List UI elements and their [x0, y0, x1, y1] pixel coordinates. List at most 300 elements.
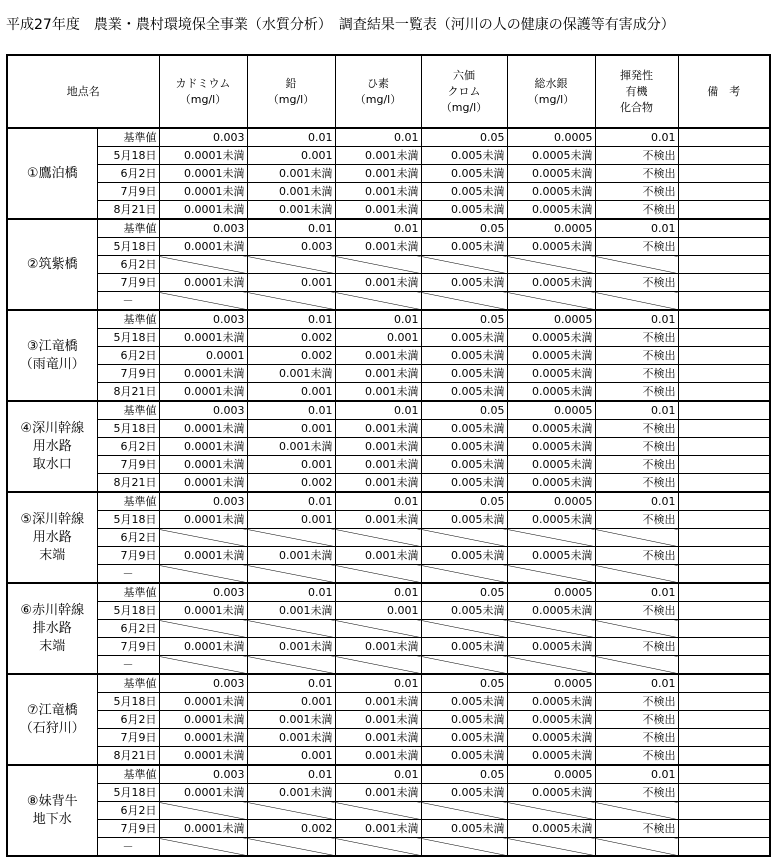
note-cell [678, 365, 770, 383]
value-hg: 0.0005未満 [507, 438, 595, 456]
table-row [7, 292, 770, 311]
value-cd: 0.0001未満 [159, 638, 247, 656]
page-title: 平成27年度 農業・農村環境保全事業（水質分析） 調査結果一覧表（河川の人の健康の保護等有害成分） [6, 17, 675, 33]
table-row [7, 238, 770, 256]
site-group [7, 765, 770, 856]
value-pb: 0.001未満 [247, 165, 335, 183]
not-measured-cell [507, 256, 595, 274]
value-voc: 0.01 [595, 674, 678, 693]
not-measured-cell [595, 529, 678, 547]
value-cd: 0.0001未満 [159, 474, 247, 493]
value-as: 0.001未満 [335, 165, 421, 183]
sample-date: 8月21日 [97, 201, 159, 220]
note-cell [678, 838, 770, 857]
sample-date: 7月9日 [97, 456, 159, 474]
not-measured-cell [247, 620, 335, 638]
note-cell [678, 674, 770, 693]
value-cr: 0.05 [421, 219, 507, 238]
value-as: 0.001未満 [335, 547, 421, 565]
value-pb: 0.001 [247, 383, 335, 402]
site-name-line: ⑧妹背牛 [26, 793, 78, 809]
site-name-line: 末端 [39, 547, 66, 563]
value-cd: 0.0001未満 [159, 438, 247, 456]
value-cr: 0.005未満 [421, 438, 507, 456]
header-voc-line3: 化合物 [620, 100, 653, 114]
sample-date: 6月2日 [97, 620, 159, 638]
value-hg: 0.0005 [507, 128, 595, 147]
header-arsenic [335, 55, 421, 128]
value-pb: 0.01 [247, 674, 335, 693]
value-as: 0.001未満 [335, 747, 421, 766]
value-pb: 0.01 [247, 583, 335, 602]
sample-date: － [97, 292, 159, 311]
table-row [7, 820, 770, 838]
not-measured-cell [421, 656, 507, 675]
value-hg: 0.0005未満 [507, 274, 595, 292]
not-measured-cell [421, 620, 507, 638]
table-row [7, 656, 770, 675]
value-as: 0.001未満 [335, 438, 421, 456]
value-voc: 0.01 [595, 310, 678, 329]
value-voc: 0.01 [595, 219, 678, 238]
site-name-line: ⑥赤川幹線 [20, 602, 85, 618]
value-as: 0.001未満 [335, 238, 421, 256]
not-measured-cell [421, 292, 507, 311]
note-cell [678, 784, 770, 802]
value-hg: 0.0005未満 [507, 147, 595, 165]
not-measured-cell [595, 802, 678, 820]
site-name-line: （石狩川） [19, 720, 85, 736]
value-cd: 0.0001未満 [159, 511, 247, 529]
note-cell [678, 693, 770, 711]
header-chromium-unit: （mg/l） [440, 100, 488, 114]
value-cr: 0.005未満 [421, 747, 507, 766]
sample-date: 6月2日 [97, 347, 159, 365]
value-as: 0.001未満 [335, 729, 421, 747]
value-voc: 不検出 [595, 183, 678, 201]
not-measured-cell [507, 565, 595, 584]
value-voc: 不検出 [595, 201, 678, 220]
not-measured-cell [595, 565, 678, 584]
value-as: 0.01 [335, 219, 421, 238]
value-as: 0.001未満 [335, 456, 421, 474]
table-row [7, 420, 770, 438]
value-pb: 0.001 [247, 420, 335, 438]
value-cd: 0.003 [159, 401, 247, 420]
header-voc [595, 55, 678, 128]
value-pb: 0.01 [247, 310, 335, 329]
note-cell [678, 147, 770, 165]
note-cell [678, 201, 770, 220]
value-pb: 0.001未満 [247, 638, 335, 656]
value-voc: 不検出 [595, 638, 678, 656]
table-row [7, 256, 770, 274]
sample-date: 基準値 [97, 310, 159, 329]
sample-date: 7月9日 [97, 274, 159, 292]
value-cr: 0.05 [421, 765, 507, 784]
site-name [7, 219, 97, 310]
value-voc: 不検出 [595, 238, 678, 256]
value-hg: 0.0005未満 [507, 547, 595, 565]
not-measured-cell [247, 802, 335, 820]
note-cell [678, 456, 770, 474]
not-measured-cell [247, 565, 335, 584]
value-hg: 0.0005未満 [507, 474, 595, 493]
value-cr: 0.005未満 [421, 183, 507, 201]
note-cell [678, 492, 770, 511]
value-voc: 不検出 [595, 365, 678, 383]
value-voc: 不検出 [595, 729, 678, 747]
not-measured-cell [159, 529, 247, 547]
value-pb: 0.001未満 [247, 729, 335, 747]
sample-date: 5月18日 [97, 511, 159, 529]
header-cadmium-name: カドミウム [175, 76, 231, 90]
value-pb: 0.001 [247, 747, 335, 766]
value-pb: 0.002 [247, 347, 335, 365]
table-row [7, 711, 770, 729]
not-measured-cell [159, 292, 247, 311]
site-group [7, 310, 770, 401]
header-chromium-name1: 六価 [453, 68, 475, 82]
note-cell [678, 347, 770, 365]
sample-date: 6月2日 [97, 256, 159, 274]
note-cell [678, 128, 770, 147]
site-name-line: 用水路 [32, 438, 72, 454]
site-name-line: ⑤深川幹線 [20, 511, 85, 527]
value-pb: 0.001未満 [247, 547, 335, 565]
value-cd: 0.0001未満 [159, 456, 247, 474]
site-name-line: ⑦江竜橋 [26, 702, 78, 718]
value-cr: 0.005未満 [421, 329, 507, 347]
value-cd: 0.0001未満 [159, 747, 247, 766]
value-voc: 不検出 [595, 547, 678, 565]
site-name-line: 用水路 [32, 529, 72, 545]
value-voc: 不検出 [595, 784, 678, 802]
site-name-line: ④深川幹線 [20, 420, 85, 436]
table-row [7, 383, 770, 402]
sample-date: 6月2日 [97, 529, 159, 547]
sample-date: 5月18日 [97, 420, 159, 438]
table-row [7, 492, 770, 511]
value-voc: 0.01 [595, 128, 678, 147]
table-row [7, 747, 770, 766]
value-hg: 0.0005未満 [507, 383, 595, 402]
note-cell [678, 329, 770, 347]
table-row [7, 583, 770, 602]
note-cell [678, 656, 770, 675]
value-pb: 0.001未満 [247, 602, 335, 620]
value-voc: 不検出 [595, 147, 678, 165]
value-as: 0.001未満 [335, 693, 421, 711]
value-cr: 0.05 [421, 401, 507, 420]
value-hg: 0.0005未満 [507, 165, 595, 183]
value-pb: 0.001未満 [247, 183, 335, 201]
value-cd: 0.0001未満 [159, 238, 247, 256]
value-hg: 0.0005 [507, 219, 595, 238]
value-pb: 0.001 [247, 693, 335, 711]
sample-date: 8月21日 [97, 383, 159, 402]
value-voc: 不検出 [595, 693, 678, 711]
sample-date: 6月2日 [97, 438, 159, 456]
value-as: 0.001未満 [335, 711, 421, 729]
value-hg: 0.0005 [507, 583, 595, 602]
site-name-line: （雨竜川） [19, 356, 85, 372]
value-voc: 不検出 [595, 383, 678, 402]
sample-date: 7月9日 [97, 183, 159, 201]
sample-date: － [97, 656, 159, 675]
header-mercury-unit: （mg/l） [527, 92, 575, 106]
value-voc: 0.01 [595, 492, 678, 511]
value-as: 0.001未満 [335, 474, 421, 493]
sample-date: 5月18日 [97, 784, 159, 802]
value-pb: 0.001 [247, 456, 335, 474]
note-cell [678, 765, 770, 784]
value-pb: 0.002 [247, 820, 335, 838]
sample-date: 6月2日 [97, 711, 159, 729]
value-cd: 0.003 [159, 765, 247, 784]
value-cr: 0.005未満 [421, 511, 507, 529]
value-hg: 0.0005未満 [507, 638, 595, 656]
value-hg: 0.0005未満 [507, 365, 595, 383]
value-cd: 0.0001未満 [159, 365, 247, 383]
value-cd: 0.0001未満 [159, 420, 247, 438]
not-measured-cell [247, 256, 335, 274]
value-pb: 0.01 [247, 219, 335, 238]
table-row [7, 401, 770, 420]
note-cell [678, 420, 770, 438]
value-as: 0.01 [335, 583, 421, 602]
value-cr: 0.05 [421, 674, 507, 693]
sample-date: 5月18日 [97, 147, 159, 165]
sample-date: － [97, 838, 159, 857]
value-cd: 0.003 [159, 219, 247, 238]
value-hg: 0.0005未満 [507, 183, 595, 201]
value-cr: 0.005未満 [421, 547, 507, 565]
value-hg: 0.0005未満 [507, 711, 595, 729]
value-pb: 0.01 [247, 765, 335, 784]
value-as: 0.001 [335, 329, 421, 347]
value-pb: 0.001未満 [247, 784, 335, 802]
value-cd: 0.0001 [159, 347, 247, 365]
value-cr: 0.005未満 [421, 602, 507, 620]
value-cr: 0.005未満 [421, 365, 507, 383]
table-row [7, 438, 770, 456]
site-group [7, 583, 770, 674]
sample-date: 基準値 [97, 674, 159, 693]
table-row [7, 474, 770, 493]
site-name [7, 401, 97, 492]
value-cd: 0.0001未満 [159, 165, 247, 183]
sample-date: 基準値 [97, 401, 159, 420]
not-measured-cell [421, 838, 507, 857]
header-lead-name: 鉛 [285, 76, 297, 90]
header-arsenic-name: ひ素 [367, 76, 389, 90]
value-cd: 0.0001未満 [159, 711, 247, 729]
table-row [7, 165, 770, 183]
header-mercury [507, 55, 595, 128]
value-cd: 0.0001未満 [159, 147, 247, 165]
value-voc: 0.01 [595, 765, 678, 784]
value-cd: 0.0001未満 [159, 274, 247, 292]
value-cd: 0.003 [159, 128, 247, 147]
value-pb: 0.001未満 [247, 365, 335, 383]
note-cell [678, 802, 770, 820]
value-cr: 0.005未満 [421, 420, 507, 438]
value-hg: 0.0005 [507, 310, 595, 329]
header-cadmium [159, 55, 247, 128]
header-lead-unit: （mg/l） [267, 92, 315, 106]
value-hg: 0.0005未満 [507, 347, 595, 365]
table-row [7, 456, 770, 474]
value-pb: 0.001未満 [247, 711, 335, 729]
not-measured-cell [335, 802, 421, 820]
header-cadmium-unit: （mg/l） [179, 92, 227, 106]
sample-date: 8月21日 [97, 474, 159, 493]
site-group [7, 128, 770, 219]
header-chromium [421, 55, 507, 128]
value-cr: 0.005未満 [421, 693, 507, 711]
not-measured-cell [507, 292, 595, 311]
note-cell [678, 547, 770, 565]
value-hg: 0.0005未満 [507, 456, 595, 474]
value-cd: 0.0001未満 [159, 329, 247, 347]
sample-date: 5月18日 [97, 329, 159, 347]
value-as: 0.01 [335, 674, 421, 693]
header-site: 地点名 [7, 55, 159, 128]
value-hg: 0.0005 [507, 492, 595, 511]
value-cr: 0.005未満 [421, 201, 507, 220]
table-row [7, 638, 770, 656]
note-cell [678, 383, 770, 402]
site-group [7, 219, 770, 310]
value-pb: 0.001未満 [247, 438, 335, 456]
site-name-line: ②筑紫橋 [26, 256, 78, 272]
header-note: 備 考 [678, 55, 770, 128]
not-measured-cell [247, 529, 335, 547]
note-cell [678, 602, 770, 620]
not-measured-cell [159, 565, 247, 584]
value-voc: 不検出 [595, 165, 678, 183]
table-row [7, 529, 770, 547]
not-measured-cell [507, 838, 595, 857]
not-measured-cell [421, 529, 507, 547]
value-hg: 0.0005未満 [507, 602, 595, 620]
value-voc: 0.01 [595, 401, 678, 420]
value-hg: 0.0005 [507, 674, 595, 693]
value-hg: 0.0005未満 [507, 511, 595, 529]
not-measured-cell [335, 565, 421, 584]
site-name-line: 取水口 [32, 456, 72, 472]
value-cr: 0.005未満 [421, 238, 507, 256]
value-cd: 0.0001未満 [159, 183, 247, 201]
not-measured-cell [595, 256, 678, 274]
header-chromium-name2: クロム [447, 84, 481, 98]
note-cell [678, 438, 770, 456]
value-as: 0.001未満 [335, 383, 421, 402]
value-pb: 0.001 [247, 147, 335, 165]
note-cell [678, 620, 770, 638]
not-measured-cell [335, 838, 421, 857]
site-name [7, 310, 97, 401]
note-cell [678, 474, 770, 493]
table-row [7, 565, 770, 584]
value-voc: 不検出 [595, 329, 678, 347]
header-lead [247, 55, 335, 128]
table-row [7, 147, 770, 165]
value-voc: 不検出 [595, 602, 678, 620]
not-measured-cell [507, 802, 595, 820]
value-cr: 0.005未満 [421, 638, 507, 656]
value-cd: 0.0001未満 [159, 602, 247, 620]
not-measured-cell [421, 802, 507, 820]
table-row [7, 128, 770, 147]
site-name [7, 765, 97, 856]
value-cd: 0.003 [159, 674, 247, 693]
table-row [7, 674, 770, 693]
table-row [7, 274, 770, 292]
value-cd: 0.0001未満 [159, 729, 247, 747]
value-as: 0.01 [335, 310, 421, 329]
not-measured-cell [159, 256, 247, 274]
site-group [7, 492, 770, 583]
value-as: 0.001未満 [335, 511, 421, 529]
sample-date: 7月9日 [97, 547, 159, 565]
value-voc: 0.01 [595, 583, 678, 602]
value-cr: 0.005未満 [421, 274, 507, 292]
value-voc: 不検出 [595, 347, 678, 365]
note-cell [678, 729, 770, 747]
not-measured-cell [335, 256, 421, 274]
site-name [7, 128, 97, 219]
value-as: 0.001未満 [335, 420, 421, 438]
not-measured-cell [595, 620, 678, 638]
value-hg: 0.0005未満 [507, 420, 595, 438]
value-cr: 0.005未満 [421, 456, 507, 474]
site-name-line: ①鷹泊橋 [26, 165, 78, 181]
value-cd: 0.003 [159, 492, 247, 511]
note-cell [678, 274, 770, 292]
value-as: 0.01 [335, 492, 421, 511]
value-cr: 0.005未満 [421, 784, 507, 802]
note-cell [678, 165, 770, 183]
value-as: 0.01 [335, 128, 421, 147]
note-cell [678, 256, 770, 274]
note-cell [678, 747, 770, 766]
not-measured-cell [507, 529, 595, 547]
value-hg: 0.0005未満 [507, 784, 595, 802]
value-as: 0.001未満 [335, 820, 421, 838]
value-cd: 0.0001未満 [159, 547, 247, 565]
not-measured-cell [595, 292, 678, 311]
sample-date: 7月9日 [97, 820, 159, 838]
site-name [7, 492, 97, 583]
header-mercury-name: 総水銀 [534, 76, 568, 90]
value-cr: 0.005未満 [421, 165, 507, 183]
table-row [7, 729, 770, 747]
value-cr: 0.05 [421, 583, 507, 602]
site-name-line: ③江竜橋 [26, 338, 78, 354]
sample-date: 基準値 [97, 583, 159, 602]
value-as: 0.001未満 [335, 147, 421, 165]
value-voc: 不検出 [595, 747, 678, 766]
sample-date: 8月21日 [97, 747, 159, 766]
not-measured-cell [159, 802, 247, 820]
not-measured-cell [159, 620, 247, 638]
value-hg: 0.0005未満 [507, 693, 595, 711]
sample-date: 7月9日 [97, 638, 159, 656]
not-measured-cell [507, 620, 595, 638]
table-row [7, 602, 770, 620]
